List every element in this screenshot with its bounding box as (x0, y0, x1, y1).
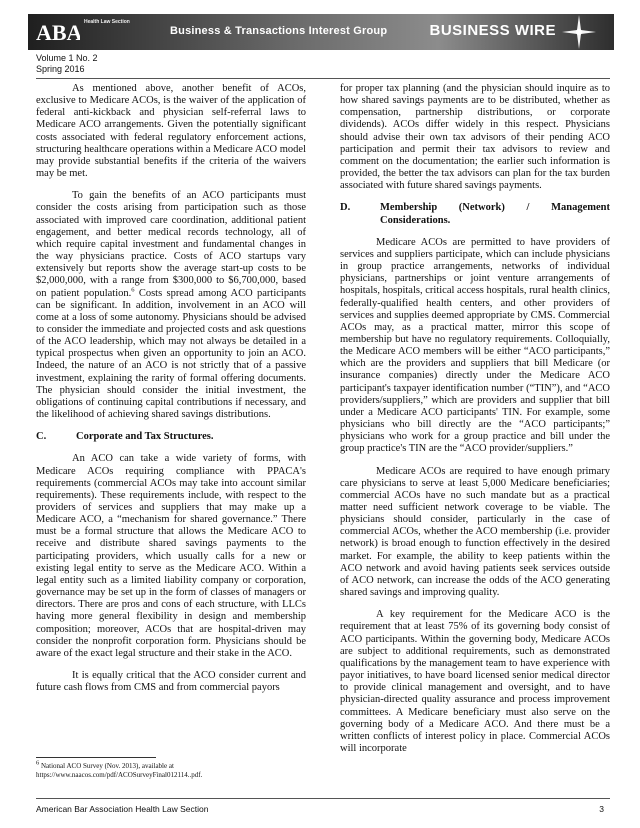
footer-publication: American Bar Association Health Law Section (36, 804, 209, 814)
interest-group-title: Business & Transactions Interest Group (170, 25, 388, 37)
svg-text:ABA: ABA (36, 20, 80, 44)
footnote-divider (36, 757, 156, 758)
paragraph: Medicare ACOs are permitted to have providers of services and suppliers participate, which can include physicians in group practice arrangements, networks of individual physicians, partnerships or joint venture arrangements of hospitals, hospitals, critical access hospitals, rural health clinics, federally-qualified health centers, and other providers of services and supplies deemed appropriate by CMS. Commercial ACOs may, as a practical matter, mirror this scope of membership but have no regulatory requirements. Colloquially, the Medicare ACO members will be either “ACO participants,” which are the providers and suppliers that bill Medicare (or insurance companies) directly under the Medicare ACO participant's taxpayer identification number (“TIN”), and “ACO providers/suppliers,” which are providers and supplier that bill under a Medicare ACO participants' TIN. For example, some physicians who bill directly are the “ACO participants;” physicians who work for a group practice and bill under the group practice's TIN are the “ACO provider/suppliers.” (340, 236, 610, 455)
footer-divider (36, 798, 610, 799)
paragraph-text: Costs spread among ACO participants can be significant. In addition, involvement in an ACO will come at a loss of some autonomy. Physicians should be advised to consider the immediate and projected costs and ask questions of the ACO leadership, which may not always be detailed in a typical prospectus when given an opportunity to join an ACO. Indeed, the nature of an ACO is not strictly that of a passive investment, explaining the rarity of formal offering documents. The physician should consider the initial investment, the obligations of continuing capital contributions if necessary, and the likelihood of achieving shared savings distributions. (36, 287, 306, 421)
newsletter-title: BUSINESS WIRE (429, 22, 556, 39)
footnote-ref[interactable]: 6 (131, 286, 135, 293)
section-heading-d (340, 202, 610, 226)
footnote-number: 6 (36, 759, 40, 767)
paragraph: for proper tax planning (and the physician should inquire as to how shared savings payments are to be distributed, whether as compensation, partnership distributions, or corporate dividends). ACOs differ widely in this respect. Physicians should advise their own tax advisors of their pending ACO participation and permit their tax advisors to review and comment on the documentation; the earlier such information is provided, the better the tax advisors can plan for the tax burden associated with future shared savings payments. (340, 83, 610, 192)
section-title: Corporate and Tax Structures. (76, 431, 214, 443)
paragraph: An ACO can take a wide variety of forms, with Medicare ACOs requiring compliance with PPACA's requirements (commercial ACOs may take into account similar requirements). These requirements include, with respect to the providers of services and suppliers that may make up a Medicare ACO, a “mechanism for shared governance.” There must be a formal structure that allows the Medicare ACO to receive and distribute shared savings payments to the participating providers, which usually calls for a new or existing legal entity to serve as the Medicare ACO. Within a legal entity such as a limited liability company or corporation, governance may be set up in the form of classes of managers or directors. There are pros and cons of each structure, with LLCs having more general flexibility in design and membership composition; moreover, ACOs that are hospital-driven may consider the nonprofit corporation form. Physicians should be aware of the exact legal structure and their stake in the ACO. (36, 453, 306, 659)
paragraph (36, 190, 306, 421)
section-heading-c (36, 431, 306, 443)
aba-logo-icon (36, 20, 80, 49)
section-title: Membership (Network) / Management Considerations. (380, 202, 610, 226)
footnote (36, 759, 316, 780)
paragraph-text: To gain the benefits of an ACO participants must consider the costs arising from participation such as those associated with improved care coordination, additional patient engagement, and better medical records technology, all of which require capital investment and fundamental changes in the way physicians practice. Costs of ACO startups vary extensively but reports show the average start-up costs to be $2,000,000, with a range from $300,000 to $6,700,000, based on patient population. (36, 190, 306, 299)
footnote-text[interactable]: National ACO Survey (Nov. 2013), available at https://www.naacos.com/pdf/ACOSurveyFinal012114..pdf. (36, 762, 203, 779)
header-banner (28, 14, 614, 50)
page-number: 3 (599, 804, 604, 814)
paragraph: It is equally critical that the ACO consider current and future cash flows from CMS and from commercial payors (36, 670, 306, 694)
season-label: Spring 2016 (36, 64, 85, 74)
header-divider (36, 78, 610, 79)
paragraph: Medicare ACOs are required to have enough primary care physicians to serve at least 5,000 Medicare beneficiaries; commercial ACOs have no such mandate but as a practical matter need sufficient network coverage to be viable. The physicians should consider, particularly in the case of commercial ACOs, whether the ACO membership (i.e. provider network) is broad enough to function effectively in the desired market. For example, the ability to keep patients within the ACO network and avoid having patients seek services outside of ACO network, can increase the odds of the ACO generating shared savings and improving quality. (340, 465, 610, 599)
right-column (340, 83, 610, 765)
section-number: C. (36, 431, 47, 443)
issue-info (36, 53, 98, 75)
volume-label: Volume 1 No. 2 (36, 53, 98, 63)
section-number: D. (340, 202, 351, 214)
paragraph: As mentioned above, another benefit of ACOs, exclusive to Medicare ACOs, is the waiver of the application of federal anti-kickback and physician self-referral laws to Medicare ACO arrangements. Given the potentially significant costs associated with federal regulatory enforcement actions, structuring healthcare operations within a Medicare ACO model may provide substantial benefits if the criteria of the waivers may be met. (36, 83, 306, 180)
left-column (36, 83, 306, 704)
paragraph: A key requirement for the Medicare ACO is the requirement that at least 75% of its governing body consist of ACO participants. Within the governing body, Medicare ACOs are subject to additional requirements, such as demonstrated qualifications by the management team to have experience with payor initiatives, to have board licensed senior medical director to provide clinical management and oversight, and to have physician-directed quality assurance and process improvement committees. A Medicare beneficiary must also serve on the governing body of a Medicare ACO. And there must be a written conflicts of interest policy in place. Commercial ACOs will incorporate (340, 609, 610, 754)
sparkle-icon (562, 15, 596, 54)
org-label: Health Law Section (84, 19, 130, 25)
